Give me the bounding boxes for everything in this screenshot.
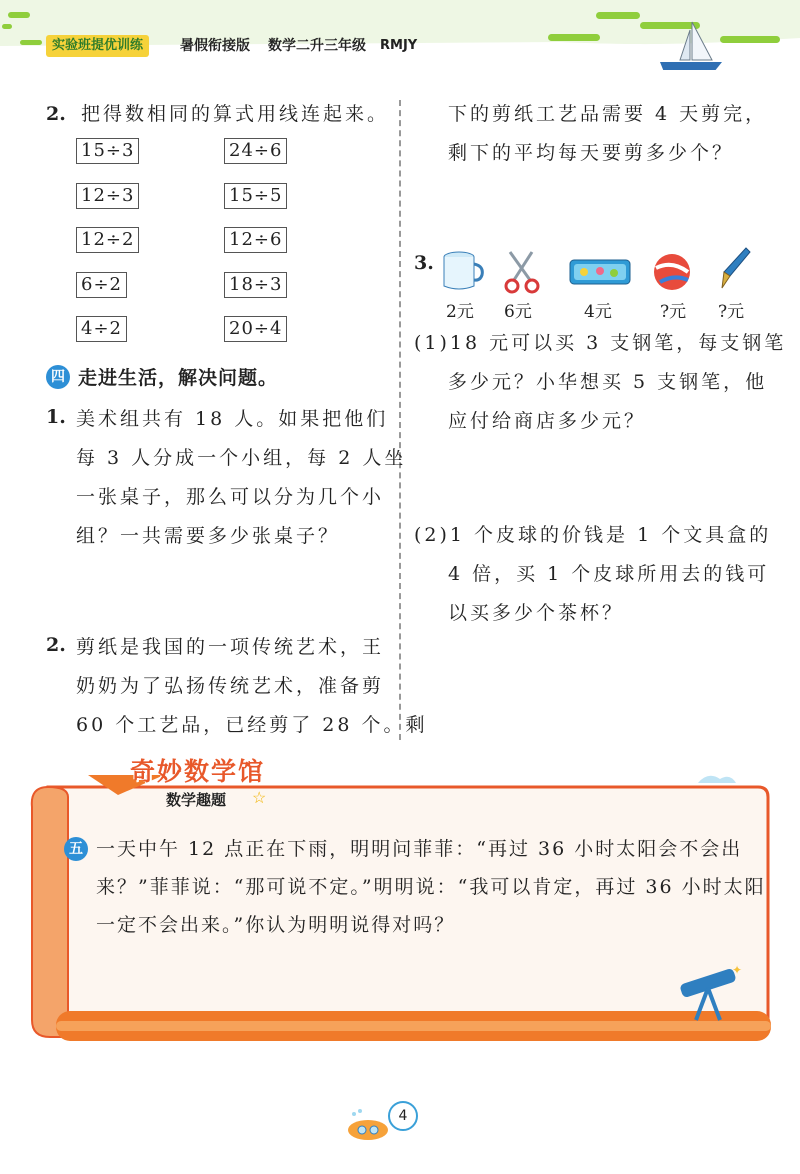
problem-3-number: 3.: [414, 252, 434, 274]
problem-3-part-1: [414, 324, 786, 441]
series-title: 实验班提优训练: [46, 35, 149, 57]
ball-icon: [652, 252, 692, 292]
expr-right-4[interactable]: 18÷3: [224, 272, 287, 298]
section-four-badge: 四: [46, 365, 70, 389]
section-four-title: 走进生活，解决问题。: [78, 367, 279, 389]
panel-title: 奇妙数学馆: [130, 757, 266, 786]
q2-number: 2.: [46, 103, 66, 125]
problem-2-line: 剪纸是我国的一项传统艺术，王: [76, 636, 385, 658]
svg-text:✦: ✦: [732, 963, 743, 977]
problem-2-line: 剩下的平均每天要剪多少个？: [448, 142, 735, 164]
problem-3-line: (2)1 个皮球的价钱是 1 个文具盒的: [414, 524, 772, 546]
section-five-badge: 五: [64, 837, 88, 861]
problem-3-line: 以买多少个茶杯？: [448, 602, 625, 624]
problem-3-line: 多少元？小华想买 5 支钢笔，他: [448, 371, 768, 393]
scissors-icon: [502, 250, 542, 294]
expr-right-5[interactable]: 20÷4: [224, 316, 287, 342]
telescope-icon: [672, 962, 752, 1026]
problem-3-line: 4 倍，买 1 个皮球所用去的钱可: [448, 563, 770, 585]
expr-left-1[interactable]: 15÷3: [76, 138, 139, 164]
star-icon: ☆: [252, 788, 267, 807]
problem-1-line: 组？一共需要多少张桌子？: [76, 525, 341, 547]
puzzle-line: 一定不会出来。”你认为明明说得对吗？: [96, 914, 456, 936]
problem-2-line: 奶奶为了弘扬传统艺术，准备剪: [76, 675, 385, 697]
problem-2-continued: [448, 95, 767, 173]
problem-1-line: 一张桌子，那么可以分为几个小: [76, 486, 385, 508]
edition-label: 暑假衔接版: [180, 38, 250, 54]
puzzle-text: [96, 830, 742, 868]
pencil-box-icon: [568, 256, 632, 288]
expr-right-2[interactable]: 15÷5: [224, 183, 287, 209]
problem-2-number: 2.: [46, 634, 66, 656]
puzzle-text: [96, 868, 766, 944]
q2-text: 把得数相同的算式用线连起来。: [80, 103, 389, 125]
problem-2-line: 60 个工艺品，已经剪了 28 个。剩: [76, 714, 428, 736]
expr-left-3[interactable]: 12÷2: [76, 227, 139, 253]
price-pencil-box: 4元: [584, 302, 612, 322]
q2-prompt: [46, 95, 389, 134]
fountain-pen-icon: [716, 246, 752, 292]
price-scissors: 6元: [504, 302, 532, 322]
puzzle-line: 来？”菲菲说：“那可说不定。”明明说：“我可以肯定，再过 36 小时太阳: [96, 876, 766, 898]
price-cup: 2元: [446, 302, 474, 322]
cup-icon: [440, 250, 484, 292]
expr-left-2[interactable]: 12÷3: [76, 183, 139, 209]
problem-3-line: (1)18 元可以买 3 支钢笔，每支钢笔: [414, 332, 787, 354]
subject-label: 数学二升三年级: [268, 38, 366, 54]
panel-subtitle: 数学趣题: [166, 791, 227, 809]
problem-3-line: 应付给商店多少元？: [448, 410, 647, 432]
problem-2-line: 下的剪纸工艺品需要 4 天剪完，: [448, 103, 768, 125]
problem-1-line: 每 3 人分成一个小组，每 2 人坐: [76, 447, 407, 469]
problem-3-part-2: [414, 516, 771, 633]
puzzle-line: 一天中午 12 点正在下雨，明明问菲菲：“再过 36 小时太阳会不会出: [96, 838, 743, 860]
price-fountain-pen: ?元: [718, 302, 745, 322]
submarine-icon: [344, 1108, 394, 1142]
publisher-code: RMJY: [380, 38, 418, 53]
expr-right-3[interactable]: 12÷6: [224, 227, 287, 253]
price-ball: ?元: [660, 302, 687, 322]
page-number: 4: [388, 1101, 418, 1131]
expr-left-4[interactable]: 6÷2: [76, 272, 127, 298]
problem-1-number: 1.: [46, 406, 66, 428]
expr-right-1[interactable]: 24÷6: [224, 138, 287, 164]
expr-left-5[interactable]: 4÷2: [76, 316, 127, 342]
problem-1-line: 美术组共有 18 人。如果把他们: [76, 408, 389, 430]
